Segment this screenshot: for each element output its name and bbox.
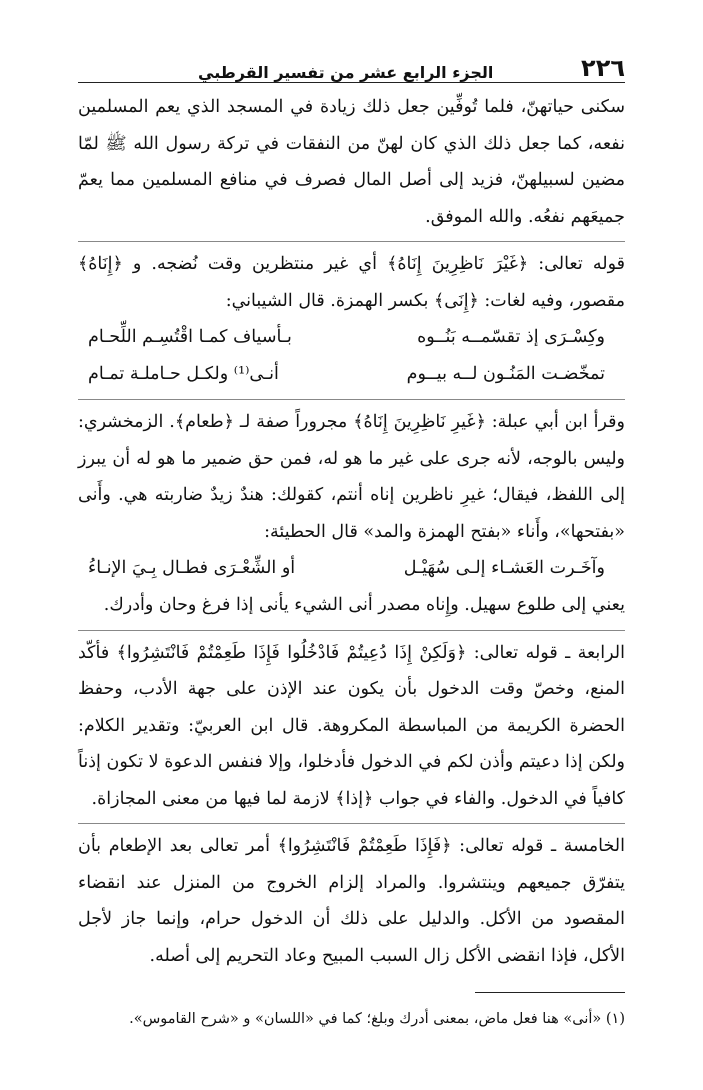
paragraph-4: يعني إلى طلوع سهيل. وإِناه مصدر أنى الشيء يأنى إذا فرغ وحان وأدرك. bbox=[103, 595, 625, 615]
verse-hemistich: وآخَـرت العَشـاء إلـى سُهَيْـل bbox=[403, 558, 605, 578]
verse-hemistich: أنـى⁽¹⁾ ولكـل حـاملـة تمـام bbox=[88, 364, 279, 384]
paragraph-5: الرابعة ـ قوله تعالى: ﴿وَلَكِنْ إِذَا دُعِيتُمْ فَادْخُلُوا فَإِذَا طَعِمْتُمْ فَانْتَشِرُوا﴾ فأكّد المنع، وخصّ وقت الدخول بأن يكون عند الإذن على جهة الأدب، وحفظ الحضرة الكريمة من المباسطة المكروهة. قال ابن العربيّ: وتقدير الكلام: ولكن إذا دعيتم وأذن لكم في الدخول فأدخلوا، وإلا فنفس الدعوة لا تكون إذناً كافياً في الدخول. والفاء في جواب ﴿إذا﴾ لازمة لما فيها من معنى المجازاة. bbox=[78, 642, 625, 809]
section-divider bbox=[78, 823, 625, 824]
footnote: (١) «أنى» هنا فعل ماض، بمعنى أدرك وبلغ؛ كما في «اللسان» و «شرح القاموس». bbox=[129, 1011, 625, 1027]
section-divider bbox=[78, 630, 625, 631]
paragraph-2: قوله تعالى: ﴿غَيْرَ نَاظِرِينَ إِنَاهُ﴾ أي غير منتظرين وقت نُضجه. و ﴿إِنَاهُ﴾ مقصور، وفيه لغات: ﴿إِنَى﴾ بكسر الهمزة. قال الشيباني: bbox=[78, 254, 625, 311]
running-title: الجزء الرابع عشر من تفسير القرطبي bbox=[198, 63, 494, 82]
section-divider bbox=[78, 399, 625, 400]
page-number: ٢٢٦ bbox=[581, 54, 625, 82]
paragraph-6: الخامسة ـ قوله تعالى: ﴿فَإِذَا طَعِمْتُمْ فَانْتَشِرُوا﴾ أمر تعالى بعد الإطعام بأن يتفرّق جميعهم وينتشروا. والمراد إلزام الخروج من المنزل عند انقضاء المقصود من الأكل. والدليل على ذلك أن الدخول حرام، وإنما جاز لأجل الأكل، فإذا انقضى الأكل زال السبب المبيح وعاد التحريم إلى أصله. bbox=[78, 836, 625, 966]
verse-line-3 bbox=[78, 550, 625, 587]
paragraph-1: سكنى حياتهنّ، فلما تُوفِّين جعل ذلك زيادة في المسجد الذي يعم المسلمين نفعه، كما جعل ذلك الذي كان لهنّ من النفقات في تركة رسول الله ﷺ لمّا مضين لسبيلهنّ، فزيد إلى أصل المال فصرف في منافع المسلمين مما يعمّ جميعَهم نفعُه. والله الموفق. bbox=[78, 97, 625, 227]
verse-line-1 bbox=[78, 319, 625, 356]
verse-hemistich: وكِسْـرَى إذ تقسّمــه بَنُــوه bbox=[417, 327, 605, 347]
body-text bbox=[78, 89, 625, 974]
page-header bbox=[78, 44, 625, 83]
verse-line-2 bbox=[78, 356, 625, 393]
verse-hemistich: تمخّضـت المَنُـون لــه بيــوم bbox=[406, 364, 605, 384]
section-divider bbox=[78, 241, 625, 242]
footnote-rule bbox=[475, 992, 625, 993]
verse-hemistich: أو الشِّعْـرَى فطـال بِـيَ الإنـاءُ bbox=[88, 558, 296, 578]
paragraph-3: وقرأ ابن أبي عبلة: ﴿غَيرِ نَاظِرِينَ إِنَاهُ﴾ مجروراً صفة لـ ﴿طعام﴾. الزمخشري: وليس بالوجه، لأنه جرى على غير ما هو له، فمن حق ضمير ما هو له أن يبرز إلى اللفظ، فيقال؛ غيرِ ناظرين إناه أنتم، كقولك: هندٌ زيدٌ ضاربته هي. وأَنى «بفتحها»، وأَناء «بفتح الهمزة والمد» قال الحطيئة: bbox=[78, 412, 625, 542]
verse-hemistich: بـأسياف كمـا اقْتُسِـم اللِّحـام bbox=[88, 327, 292, 347]
